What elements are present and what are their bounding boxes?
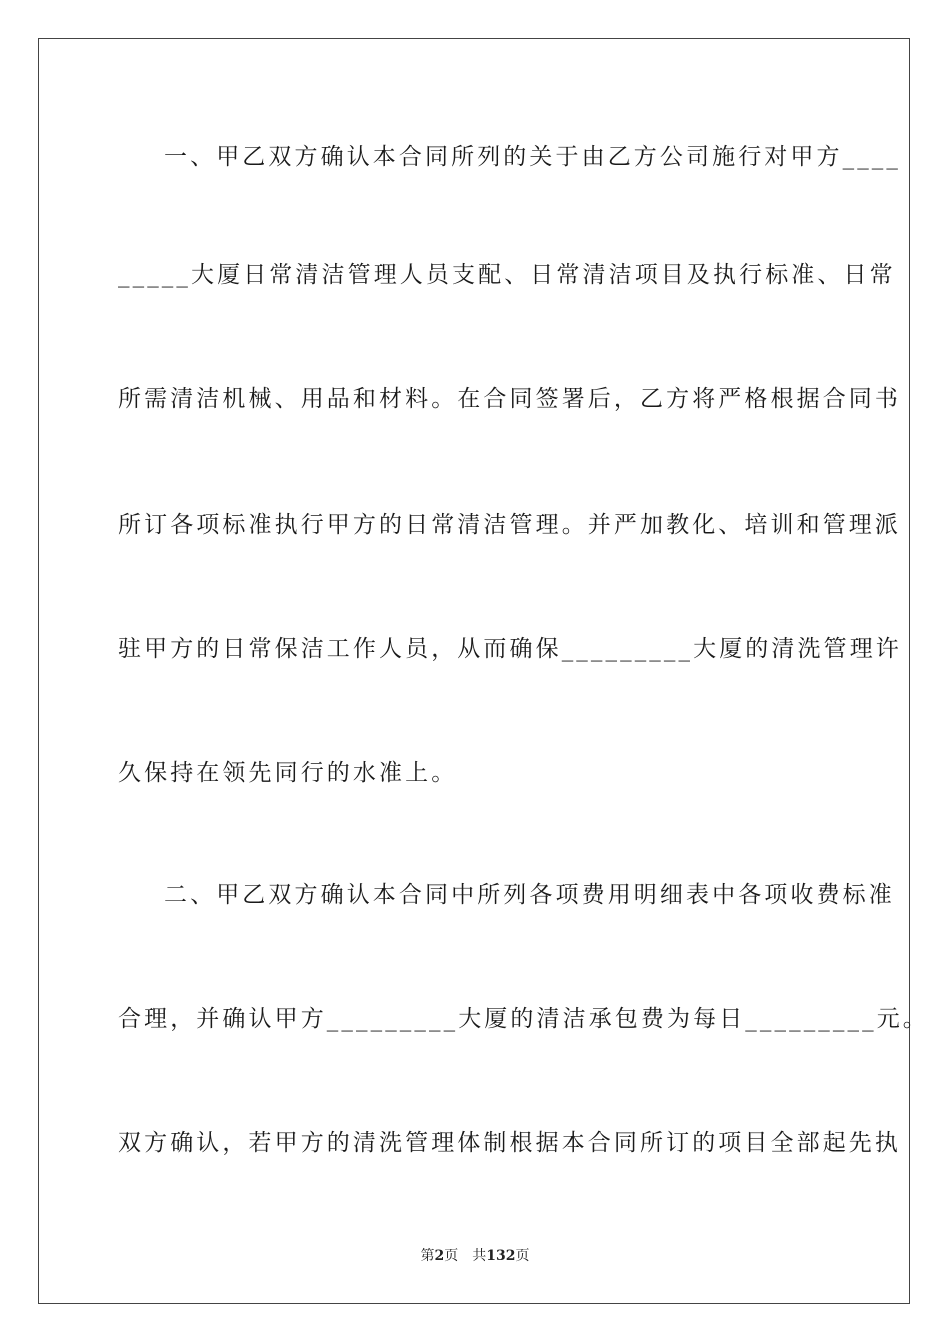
total-suffix: 页 (515, 1248, 530, 1264)
paragraph-1-line-3: 所需清洁机械、用品和材料。在合同签署后，乙方将严格根据合同书 (118, 386, 901, 412)
paragraph-1-line-1: 一、甲乙双方确认本合同所列的关于由乙方公司施行对甲方____ (164, 144, 901, 170)
paragraph-2-line-2: 合理，并确认甲方_________大厦的清洁承包费为每日_________元。 (118, 1006, 929, 1032)
paragraph-2-line-3: 双方确认，若甲方的清洗管理体制根据本合同所订的项目全部起先执 (118, 1130, 901, 1156)
paragraph-2-line-1: 二、甲乙双方确认本合同中所列各项费用明细表中各项收费标准 (164, 882, 895, 908)
paragraph-1-line-4: 所订各项标准执行甲方的日常清洁管理。并严加教化、培训和管理派 (118, 512, 901, 538)
page-number: 2 (434, 1248, 445, 1264)
total-pages: 132 (486, 1248, 516, 1264)
page-suffix: 页 (444, 1248, 459, 1264)
paragraph-1-line-6: 久保持在领先同行的水准上。 (118, 760, 458, 786)
page-border (38, 38, 929, 1304)
total-prefix: 共 (472, 1248, 487, 1264)
paragraph-1-line-2: _____大厦日常清洁管理人员支配、日常清洁项目及执行标准、日常 (118, 262, 896, 288)
page-footer (0, 1246, 950, 1266)
paragraph-1-line-5: 驻甲方的日常保洁工作人员，从而确保_________大厦的清洗管理许 (118, 636, 902, 662)
page-prefix: 第 (420, 1248, 435, 1264)
